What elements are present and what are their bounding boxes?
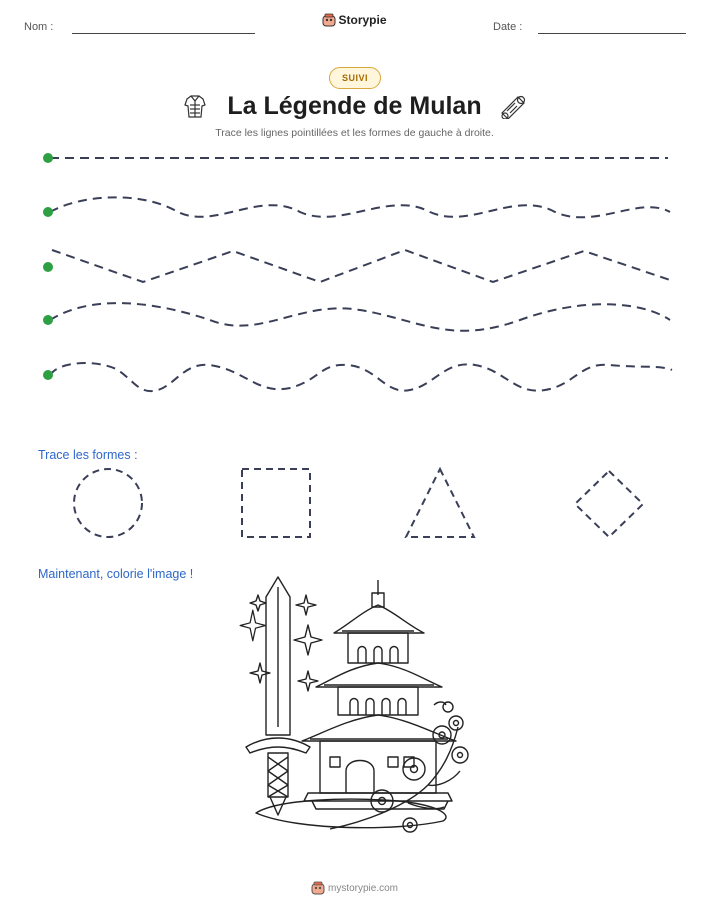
- start-dot: [43, 315, 53, 325]
- start-dot: [43, 370, 53, 380]
- pagoda-icon: [302, 580, 456, 809]
- sparkle-icon: [250, 595, 266, 611]
- tracing-line-gentle-wave: [50, 303, 670, 331]
- footer: [0, 881, 709, 895]
- start-dot: [43, 207, 53, 217]
- sparkle-icon: [296, 595, 316, 615]
- trace-triangle-shape: [406, 469, 474, 537]
- sparkle-icon: [294, 625, 322, 655]
- mulan-coloring-illustration: [238, 575, 478, 840]
- tracing-line-zigzag: [52, 250, 670, 282]
- brand-name: Storypie: [338, 13, 387, 27]
- name-label: Nom :: [24, 21, 54, 33]
- sparkle-icon: [250, 663, 270, 683]
- instructions: Trace les lignes pointillées et les formes de gauche à droite.: [215, 127, 494, 139]
- footer-site[interactable]: mystorypie.com: [327, 883, 398, 894]
- date-label: Date :: [493, 21, 523, 33]
- page-title: La Légende de Mulan: [227, 92, 482, 120]
- trace-circle-shape: [74, 469, 142, 537]
- sparkle-icon: [240, 610, 265, 641]
- trace-square-shape: [242, 469, 310, 537]
- start-dot: [43, 262, 53, 272]
- trace-diamond-shape: [575, 471, 643, 537]
- status-badge: SUIVI: [329, 67, 381, 89]
- tracing-line-bumpy-wave: [50, 363, 672, 391]
- sword-icon: [246, 577, 310, 815]
- tracing-line-wave: [50, 197, 670, 217]
- sparkle-icon: [298, 671, 318, 691]
- storypie-footer-logo-icon: [311, 881, 325, 895]
- coloring-section-label: Maintenant, colorie l'image !: [38, 567, 194, 581]
- shapes-section-label: Trace les formes :: [38, 448, 138, 462]
- start-dot: [43, 153, 53, 163]
